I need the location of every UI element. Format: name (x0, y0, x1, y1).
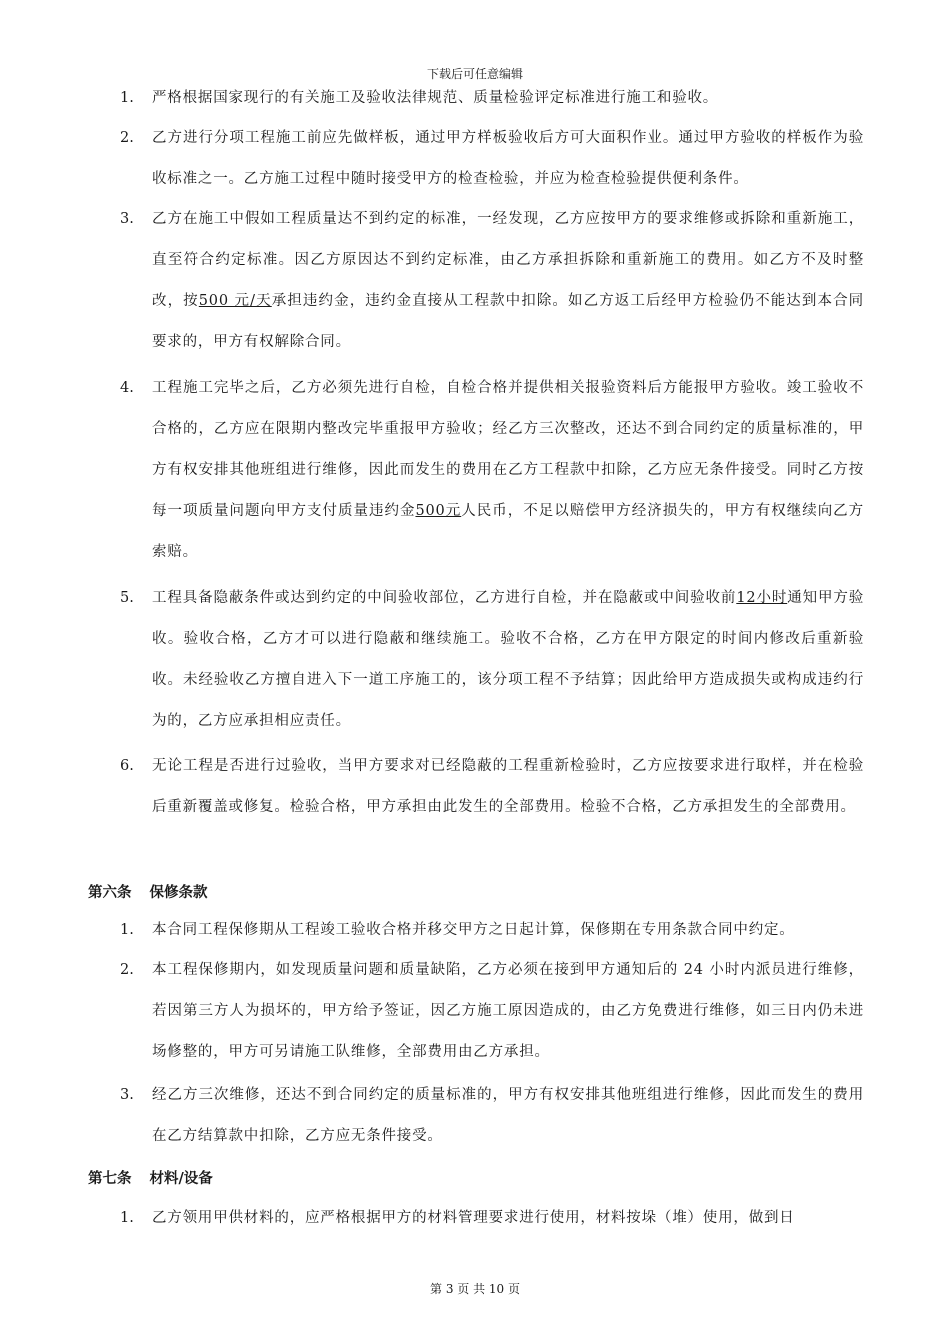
item-number: 1. (120, 922, 134, 938)
item-number: 1. (120, 90, 134, 106)
clause-item: 严格根据国家现行的有关施工及验收法律规范、质量检验评定标准进行施工和验收。 (152, 90, 719, 106)
item-number: 1. (120, 1210, 134, 1226)
clause-item: 乙方领用甲供材料的，应严格根据甲方的材料管理要求进行使用，材料按垛（堆）使用，做到日 (152, 1210, 795, 1226)
penalty-amount: 500元 (415, 503, 462, 519)
penalty-rate: 500 元/天 (198, 293, 272, 309)
clause-item: 本合同工程保修期从工程竣工验收合格并移交甲方之日起计算，保修期在专用条款合同中约定。 (152, 922, 795, 938)
item-number: 3. (120, 1087, 134, 1103)
section-heading: 第六条 保修条款 (88, 884, 208, 901)
clause-item: 无论工程是否进行过验收，当甲方要求对已经隐蔽的工程重新检验时，乙方应按要求进行取样，并在检验后重新覆盖或修复。检验合格，甲方承担由此发生的全部费用。检验不合格，乙方承担发生的全部费用。 (152, 758, 864, 815)
item-number: 2. (120, 130, 134, 146)
clause-item: 乙方进行分项工程施工前应先做样板，通过甲方样板验收后方可大面积作业。通过甲方验收的样板作为验收标准之一。乙方施工过程中随时接受甲方的检查检验，并应为检查检验提供便利条件。 (152, 130, 864, 187)
item-number: 2. (120, 962, 134, 978)
clause-item: 工程施工完毕之后，乙方必须先进行自检，自检合格并提供相关报验资料后方能报甲方验收。竣工验收不合格的，乙方应在限期内整改完毕重报甲方验收；经乙方三次整改，还达不到合同约定的质量标准的，甲方有权安排其他班组进行维修，因此而发生的费用在乙方工程款中扣除，乙方应无条件接受。同时乙方按每一项质量问题向甲方支付质量违约金500元人民币，不足以赔偿甲方经济损失的，甲方有权继续向乙方索赔。 (152, 380, 864, 560)
clause-item: 本工程保修期内，如发现质量问题和质量缺陷，乙方必须在接到甲方通知后的 24 小时内派员进行维修，若因第三方人为损坏的，甲方给予签证，因乙方施工原因造成的，由乙方免费进行维修，如三日内仍未进场修整的，甲方可另请施工队维修，全部费用由乙方承担。 (152, 962, 864, 1060)
clause-item: 工程具备隐蔽条件或达到约定的中间验收部位，乙方进行自检，并在隐蔽或中间验收前12小时通知甲方验收。验收合格，乙方才可以进行隐蔽和继续施工。验收不合格，乙方在甲方限定的时间内修改后重新验收。未经验收乙方擅自进入下一道工序施工的，该分项工程不予结算；因此给甲方造成损失或构成违约行为的，乙方应承担相应责任。 (152, 590, 865, 729)
item-number: 5. (120, 590, 134, 606)
item-number: 6. (120, 758, 134, 774)
page-footer: 第 3 页 共 10 页 (430, 1282, 520, 1296)
item-number: 3. (120, 211, 134, 227)
clause-item: 乙方在施工中假如工程质量达不到约定的标准，一经发现，乙方应按甲方的要求维修或拆除和重新施工，直至符合约定标准。因乙方原因达不到约定标准，由乙方承担拆除和重新施工的费用。如乙方不及时整改，按500 元/天承担违约金，违约金直接从工程款中扣除。如乙方返工后经甲方检验仍不能达到本合同要求的，甲方有权解除合同。 (152, 211, 864, 350)
section-heading: 第七条 材料/设备 (88, 1170, 213, 1187)
clause-item: 经乙方三次维修，还达不到合同约定的质量标准的，甲方有权安排其他班组进行维修，因此而发生的费用在乙方结算款中扣除，乙方应无条件接受。 (152, 1087, 864, 1144)
item-number: 4. (120, 380, 134, 396)
notice-period: 12小时 (736, 590, 788, 606)
page-header: 下载后可任意编辑 (426, 67, 523, 81)
